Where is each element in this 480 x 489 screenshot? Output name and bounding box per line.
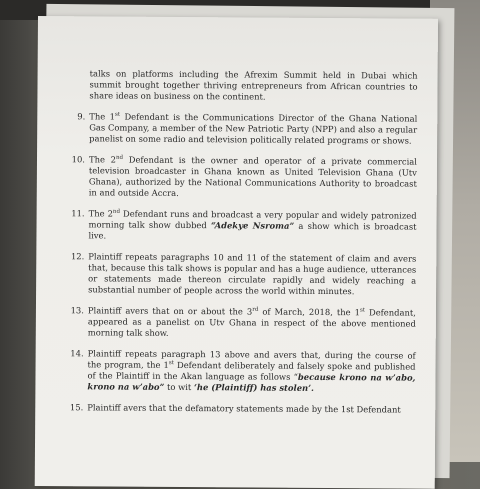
text: of March, 2018, the 1 bbox=[258, 306, 361, 318]
text: Defendant deliberately and falsely spoke and published of the Plaintiff in the Akan language as follows “ bbox=[87, 359, 416, 382]
superscript: st bbox=[359, 307, 366, 314]
text: The 2 bbox=[88, 208, 113, 219]
paragraph-14 bbox=[53, 348, 415, 395]
text: Plaintiff repeats paragraphs 10 and 11 of the statement of claim and avers that, because this talk shows is popular and has a huge audience, utterances or statements made thereon circulate rapidly and widely reaching a substantial number of people across the world within minutes. bbox=[88, 251, 417, 297]
paragraph-15 bbox=[53, 402, 415, 416]
paragraph-number: 14. bbox=[70, 348, 84, 359]
paragraph-10 bbox=[55, 154, 417, 201]
paragraph-number: 15. bbox=[69, 402, 84, 413]
show-name: “Adekye Nsroma” bbox=[210, 220, 295, 231]
paragraph-number: 10. bbox=[71, 154, 86, 165]
text: Plaintiff avers that on or about the 3 bbox=[87, 305, 253, 317]
text: Defendant, appeared as a panelist on Utv Ghana in respect of the above mentioned morning talk show. bbox=[87, 307, 416, 338]
document-page bbox=[35, 16, 438, 489]
text: Defendant is the owner and operator of a private commercial television broadcaster in Ghana known as United Television Ghana (Utv Ghana), authorized by the National Communications Authority to broadcast in and outside Accra. bbox=[88, 154, 418, 198]
quoted-statement: because krono na w’abo, krono na w’abo” bbox=[87, 371, 416, 392]
superscript: nd bbox=[115, 154, 124, 161]
text: to wit bbox=[164, 381, 195, 393]
paragraph-11 bbox=[54, 208, 416, 244]
continuation-text: talks on platforms including the Afrexim Summit held in Dubai which summit brought together thriving entrepreneurs from African countries to share ideas on business on the continent. bbox=[89, 68, 418, 102]
paragraph-12 bbox=[54, 251, 416, 298]
text: Defendant runs and broadcast a very popular and widely patronized morning talk show dubbed bbox=[88, 208, 417, 231]
paragraph-9 bbox=[55, 111, 417, 147]
superscript: rd bbox=[252, 306, 259, 313]
paragraph-number: 9. bbox=[77, 111, 86, 122]
text: The 2 bbox=[88, 154, 117, 165]
paragraph-13 bbox=[54, 305, 416, 341]
paragraph-number: 12. bbox=[70, 251, 85, 262]
translated-statement: ‘he (Plaintiff) has stolen’. bbox=[193, 382, 315, 393]
text: Plaintiff repeats paragraph 13 above and avers that, during the course of the program, the 1 bbox=[87, 348, 416, 370]
paragraph-number: 13. bbox=[70, 305, 84, 316]
text: Plaintiff avers that the defamatory statements made by the 1st Defendant bbox=[87, 402, 401, 415]
continuation-paragraph bbox=[55, 68, 417, 104]
superscript: st bbox=[114, 111, 121, 118]
text: a show which is broadcast live. bbox=[88, 220, 417, 241]
text: The 1 bbox=[89, 111, 116, 122]
superscript: st bbox=[168, 360, 174, 367]
document-body bbox=[53, 68, 417, 426]
paragraph-number: 11. bbox=[71, 208, 85, 219]
superscript: nd bbox=[112, 208, 121, 215]
text: Defendant is the Communications Director of the Ghana National Gas Company, a member of the New Patriotic Party (NPP) and also a regular panelist on some radio and television politically related programs or shows. bbox=[89, 111, 418, 146]
